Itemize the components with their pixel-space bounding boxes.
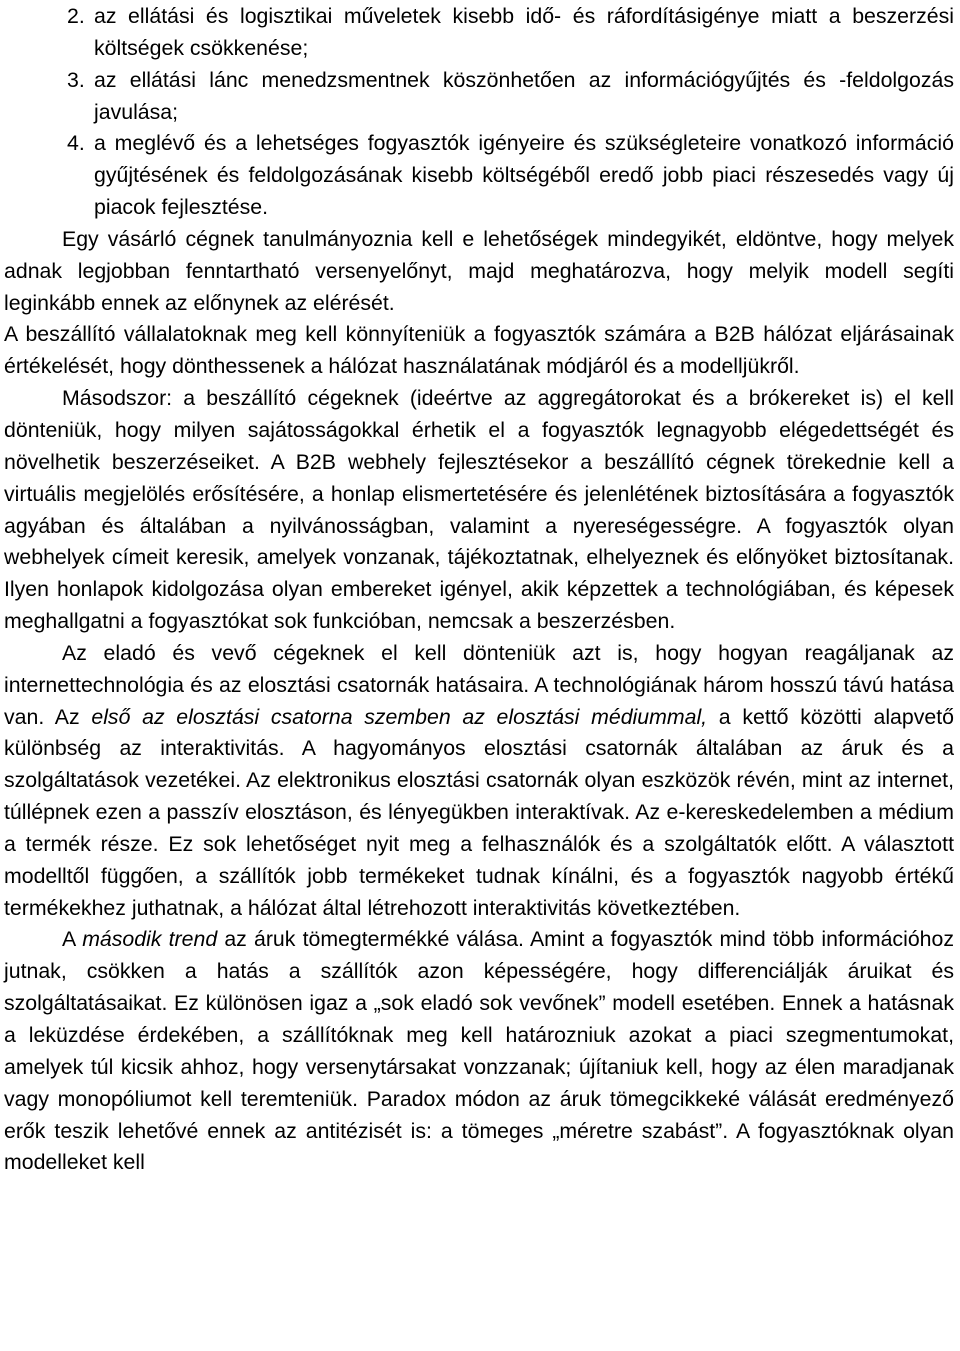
paragraph-second-trend xyxy=(4,924,954,1179)
list-item-text: a meglévő és a lehetséges fogyasztók igényeire és szükségleteire vonatkozó információ gyűjtésének és feldolgozásának kisebb költségéből eredő jobb piaci részesedés vagy új piacok fejlesztése. xyxy=(94,131,954,220)
list-item-text: az ellátási lánc menedzsmentnek köszönhetően az információgyűjtés és -feldolgozás javulása; xyxy=(94,67,954,124)
list-item xyxy=(4,65,954,129)
list-item xyxy=(4,128,954,224)
text-run: az áruk tömegtermékké válása. Amint a fogyasztók mind több információhoz jutnak, csökken a hatás a szállítók azon képességére, hogy differenciálják áruikat és szolgáltatásaikat. Ez különösen igaz a „sok eladó sok vevőnek” modell esetében. Ennek a hatásnak a leküzdése érdekében, a szállítóknak meg kell határozniuk azokat a piaci szegmentumokat, amelyek túl kicsik ahhoz, hogy versenytársakat vonzzanak; újítaniuk kell, hogy az élen maradjanak vagy monopóliumot kell teremteniük. Paradox módon az áruk tömegcikkeké válását eredményező erők teszik lehetővé ennek az antitézisét is: a tömeges „méretre szabást”. A fogyasztóknak olyan modelleket kell xyxy=(4,927,954,1175)
text-run: Az eladó és vevő cégeknek el kell dönteniük azt is, hogy hogyan reagáljanak az internettechnológia és az elosztási csatornák hatásaira. A technológiának három hosszú távú hatása van. Az xyxy=(4,640,954,729)
numbered-list xyxy=(4,1,954,224)
paragraph-buyer-analysis: Egy vásárló cégnek tanulmányoznia kell e lehetőségek mindegyikét, eldöntve, hogy melyek adnak legjobban fenntartható versenyelőnyt, majd meghatározva, hogy melyik modell segíti leginkább ennek az előnynek az elérését. xyxy=(4,226,954,315)
list-item xyxy=(4,1,954,65)
list-number: 3. xyxy=(67,67,85,92)
italic-phrase: második trend xyxy=(82,927,218,952)
italic-phrase: első az elosztási csatorna szemben az elosztási médiummal, xyxy=(91,704,708,729)
paragraph-distribution-channels xyxy=(4,638,954,925)
list-item-text: az ellátási és logisztikai műveletek kisebb idő- és ráfordításigénye miatt a beszerzési költségek csökkenése; xyxy=(94,4,954,60)
paragraph-secondly: Másodszor: a beszállító cégeknek (ideértve az aggregátorokat és a brókereket is) el kell dönteniük, hogy milyen sajátosságokkal érhetik el a fogyasztók legnagyobb elégedettségét és növelhetik beszerzéseiket. A B2B webhely fejlesztésekor a beszállító cégnek törekednie kell a virtuális megjelölés erősítésére, a honlap elismertetésére és jelenlétének biztosítására a fogyasztók agyában és általában a nyilvánosságban, valamint a nyereségességre. A fogyasztók olyan webhelyek címeit keresik, amelyek vonzanak, tájékoztatnak, elhelyeznek és előnyöket biztosítanak. Ilyen honlapok kidolgozása olyan embereket igényel, akik képzettek a technológiában, és képesek meghallgatni a fogyasztókat sok funkcióban, nemcsak a beszerzésben. xyxy=(4,386,954,634)
paragraph-suppliers: A beszállító vállalatoknak meg kell könnyíteniük a fogyasztók számára a B2B hálózat eljárásainak értékelését, hogy dönthessenek a hálózat használatának módjáról és a modelljükről. xyxy=(4,322,954,379)
list-number: 4. xyxy=(67,131,85,156)
list-number: 2. xyxy=(67,4,85,28)
text-run: A xyxy=(62,927,83,952)
text-run: a kettő közötti alapvető különbség az interaktivitás. A hagyományos elosztási csatornák általában az áruk és a szolgáltatások vezetékei. Az elektronikus elosztási csatornák olyan eszközök révén, mint az internet, túllépnek ezen a passzív elosztáson, és lényegükben interaktívak. Az e-kereskedelemben a médium a termék része. Ez sok lehetőséget nyit meg a felhasználók és a szolgáltatók előtt. A választott modelltől függően, a szállítók jobb termékeket tudnak kínálni, és a fogyasztók nagyobb értékű termékekhez juthatnak, a hálózat által létrehozott interaktivitás következtében. xyxy=(4,704,954,920)
